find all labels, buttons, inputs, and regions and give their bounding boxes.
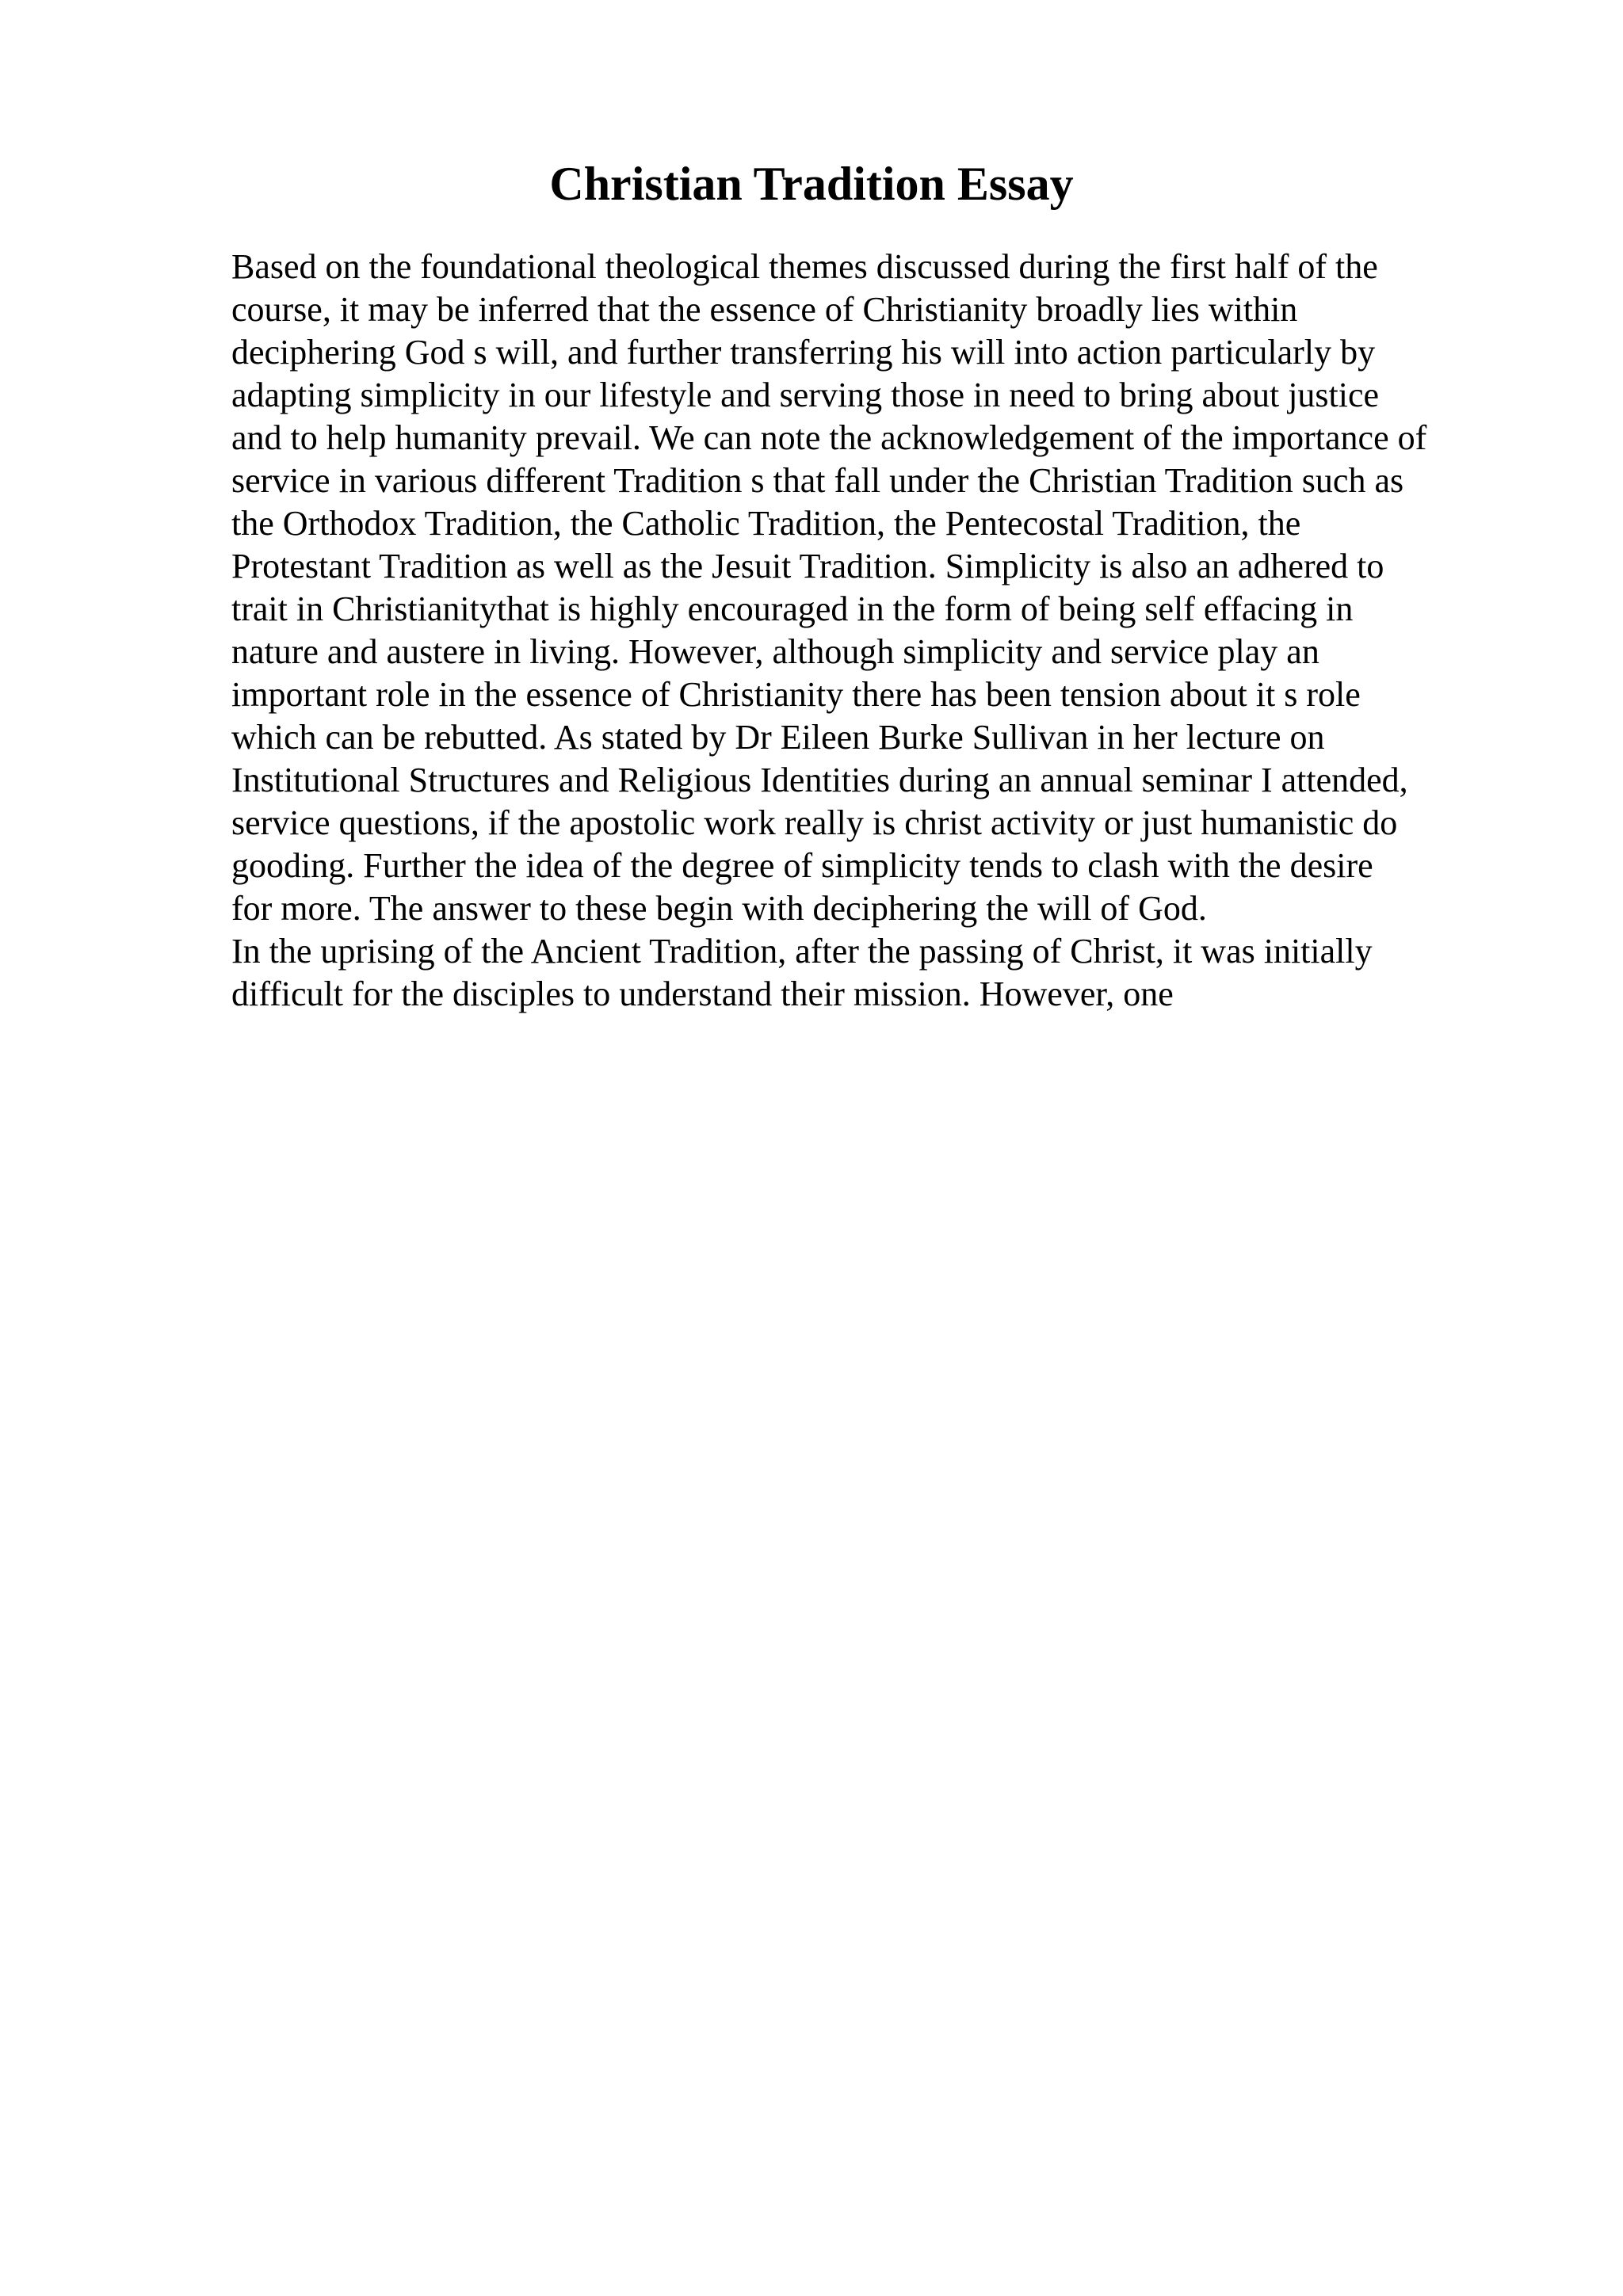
- document-body: [231, 246, 1610, 1016]
- body-line: Institutional Structures and Religious Identities during an annual seminar I attended,: [231, 761, 1408, 799]
- body-line: important role in the essence of Christianity there has been tension about it s role: [231, 675, 1361, 714]
- body-line: gooding. Further the idea of the degree of simplicity tends to clash with the desire: [231, 846, 1373, 885]
- body-line: which can be rebutted. As stated by Dr Eileen Burke Sullivan in her lecture on: [231, 718, 1325, 757]
- body-line: deciphering God s will, and further transferring his will into action particularly by: [231, 333, 1376, 372]
- body-line: Protestant Tradition as well as the Jesuit Tradition. Simplicity is also an adhered to: [231, 547, 1384, 585]
- body-line: adapting simplicity in our lifestyle and serving those in need to bring about justice: [231, 376, 1380, 414]
- body-line: Based on the foundational theological themes discussed during the first half of the: [231, 247, 1378, 286]
- body-line: service in various different Tradition s that fall under the Christian Tradition such as: [231, 461, 1404, 500]
- body-line: and to help humanity prevail. We can note the acknowledgement of the importance of: [231, 418, 1427, 457]
- document-title: Christian Tradition Essay: [549, 158, 1074, 210]
- body-line: the Orthodox Tradition, the Catholic Tradition, the Pentecostal Tradition, the: [231, 504, 1301, 543]
- body-line: nature and austere in living. However, although simplicity and service play an: [231, 632, 1319, 671]
- body-line: for more. The answer to these begin with deciphering the will of God.: [231, 889, 1207, 928]
- body-line: difficult for the disciples to understand their mission. However, one: [231, 974, 1174, 1013]
- body-line: trait in Christianitythat is highly encouraged in the form of being self effacing in: [231, 589, 1354, 628]
- body-line: In the uprising of the Ancient Tradition, after the passing of Christ, it was initially: [231, 932, 1373, 971]
- body-line: course, it may be inferred that the essence of Christianity broadly lies within: [231, 290, 1298, 329]
- body-line: service questions, if the apostolic work really is christ activity or just humanistic do: [231, 803, 1398, 842]
